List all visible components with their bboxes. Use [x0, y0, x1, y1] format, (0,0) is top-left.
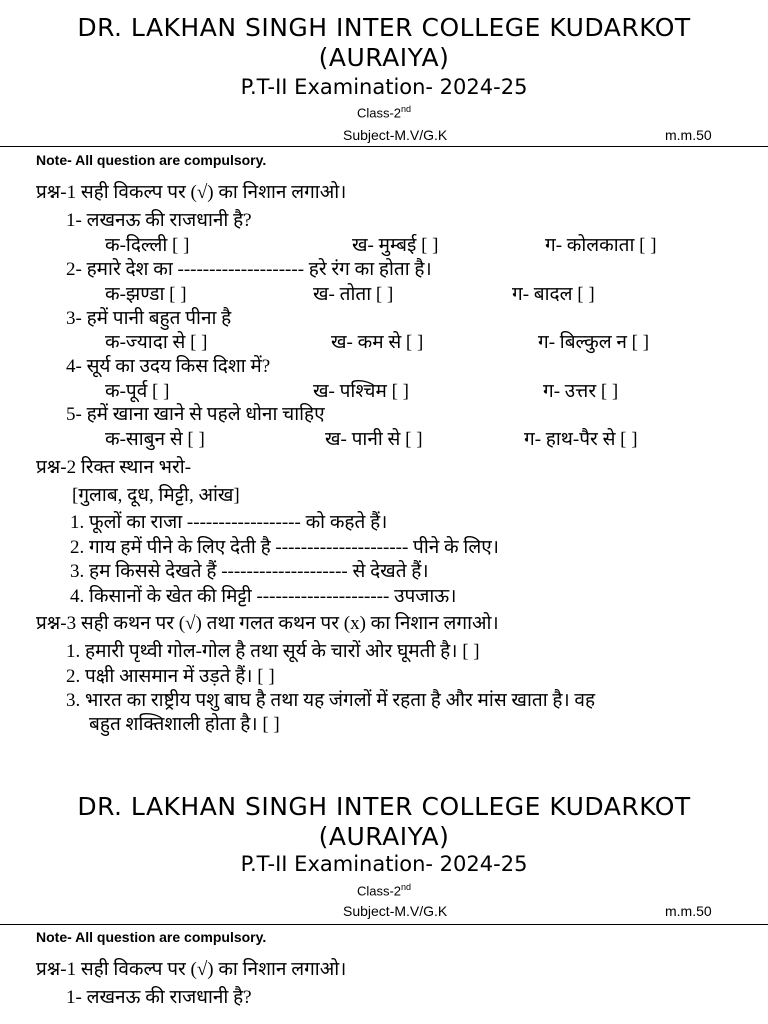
class-label-2: [0, 882, 768, 898]
fill-item-4: [70, 582, 456, 608]
truefalse-text: भारत का राष्ट्रीय पशु बाघ है तथा यह जंगलों में रहता है और मांस खाता है। वह: [85, 690, 596, 711]
fill-item-text: हम किससे देखते हैं -------------------- से देखते हैं।: [89, 561, 429, 582]
q3-option-c: ग- बिल्कुल न [ ]: [538, 332, 650, 353]
q2-option-a: क-झण्डा [ ]: [105, 284, 187, 305]
exam-title: P.T-II Examination- 2024-25: [240, 75, 528, 99]
q2-option-c: ग- बादल [ ]: [512, 284, 595, 305]
section1-heading: प्रश्न-1 सही विकल्प पर (√) का निशान लगाओ।: [36, 182, 347, 203]
q5-option-b: ख- पानी से [ ]: [325, 429, 423, 450]
q3-text: 3- हमें पानी बहुत पीना है: [66, 308, 232, 329]
section1-heading-2: प्रश्न-1 सही विकल्प पर (√) का निशान लगाओ।: [36, 959, 347, 980]
class-text: Class-2: [356, 883, 402, 899]
exam-title-2: P.T-II Examination- 2024-25: [240, 852, 528, 876]
truefalse-item-3-cont: बहुत शक्तिशाली होता है। [ ]: [89, 714, 280, 735]
truefalse-text: हमारी पृथ्वी गोल-गोल है तथा सूर्य के चारों ओर घूमती है। [ ]: [85, 641, 480, 662]
q1-option-c: ग- कोलकाता [ ]: [545, 235, 657, 256]
note-text-2: Note- All question are compulsory.: [36, 929, 267, 945]
truefalse-item-3: [66, 686, 595, 712]
class-label: [0, 104, 768, 120]
truefalse-num: 1.: [66, 641, 81, 662]
class-suffix: nd: [401, 104, 412, 114]
school-name: DR. LAKHAN SINGH INTER COLLEGE KUDARKOT: [77, 13, 691, 42]
q4-option-c: ग- उत्तर [ ]: [543, 381, 619, 402]
section2-heading: प्रश्न-2 रिक्त स्थान भरो-: [36, 457, 192, 478]
q4-option-b: ख- पश्चिम [ ]: [313, 381, 409, 402]
fill-item-text: किसानों के खेत की मिट्टी --------------------- उपजाऊ।: [89, 586, 457, 607]
fill-item-text: गाय हमें पीने के लिए देती है --------------------- पीने के लिए।: [89, 537, 499, 558]
fill-item-num: 3.: [70, 561, 85, 582]
q1-option-b: ख- मुम्बई [ ]: [352, 235, 439, 256]
fill-item-num: 2.: [70, 537, 85, 558]
q1-option-a: क-दिल्ली [ ]: [105, 235, 190, 256]
truefalse-num: 2.: [66, 666, 81, 687]
word-bank: [गुलाब, दूध, मिट्टी, आंख]: [72, 485, 240, 506]
class-suffix: nd: [401, 882, 412, 892]
truefalse-item-2: [66, 662, 275, 688]
class-text: Class-2: [356, 105, 402, 121]
truefalse-num: 3.: [66, 690, 81, 711]
q2-text: 2- हमारे देश का -------------------- हरे रंग का होता है।: [66, 259, 432, 280]
q3-option-a: क-ज्यादा से [ ]: [105, 332, 208, 353]
school-location-2: (AURAIYA): [318, 822, 450, 851]
fill-item-2: [70, 533, 499, 559]
q2-option-b: ख- तोता [ ]: [313, 284, 394, 305]
q1-text-2: 1- लखनऊ की राजधानी है?: [66, 987, 252, 1008]
header-divider: [0, 146, 768, 147]
school-name-2: DR. LAKHAN SINGH INTER COLLEGE KUDARKOT: [77, 792, 691, 821]
fill-item-1: [70, 508, 387, 534]
fill-item-num: 1.: [70, 512, 85, 533]
q5-text: 5- हमें खाना खाने से पहले धोना चाहिए: [66, 404, 325, 425]
truefalse-text: पक्षी आसमान में उड़ते हैं। [ ]: [85, 666, 275, 687]
school-location: (AURAIYA): [318, 43, 450, 72]
q4-text: 4- सूर्य का उदय किस दिशा में?: [66, 356, 271, 377]
max-marks-2: m.m.50: [665, 903, 712, 919]
max-marks: m.m.50: [665, 127, 712, 143]
fill-item-num: 4.: [70, 586, 85, 607]
q5-option-a: क-साबुन से [ ]: [105, 429, 205, 450]
note-text: Note- All question are compulsory.: [36, 152, 267, 168]
fill-item-text: फूलों का राजा ------------------ को कहते हैं।: [89, 512, 388, 533]
header-divider-2: [0, 924, 768, 925]
fill-item-3: [70, 557, 429, 583]
q4-option-a: क-पूर्व [ ]: [105, 381, 170, 402]
subject-label-2: Subject-M.V/G.K: [343, 903, 448, 919]
q3-option-b: ख- कम से [ ]: [331, 332, 424, 353]
section3-heading: प्रश्न-3 सही कथन पर (√) तथा गलत कथन पर (x) का निशान लगाओ।: [36, 613, 499, 634]
q5-option-c: ग- हाथ-पैर से [ ]: [524, 429, 638, 450]
q1-text: 1- लखनऊ की राजधानी है?: [66, 210, 252, 231]
truefalse-item-1: [66, 637, 480, 663]
subject-label: Subject-M.V/G.K: [343, 127, 448, 143]
